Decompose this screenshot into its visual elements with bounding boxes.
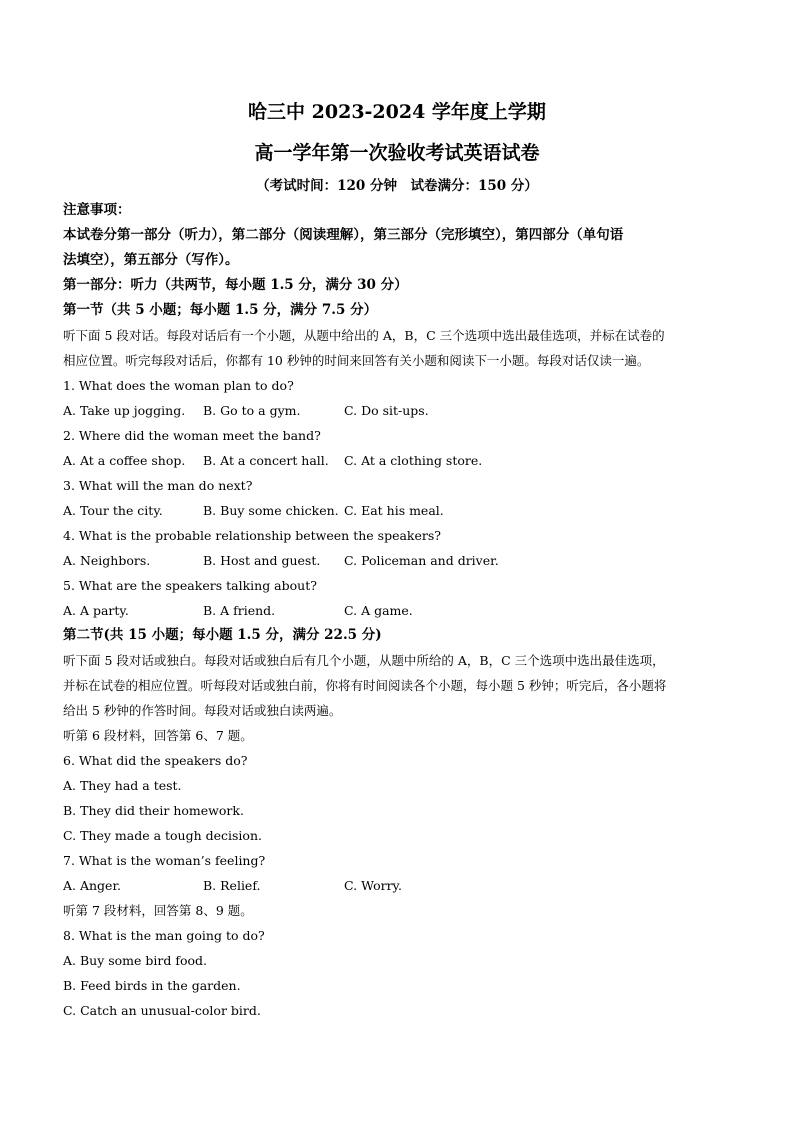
question-stem: 6. What did the speakers do? — [63, 753, 248, 768]
question-options — [63, 448, 735, 473]
question-options — [63, 498, 735, 523]
notes-line: 法填空），第五部分（写作）。 — [63, 252, 239, 268]
material-note: 听第 7 段材料，回答第 8、9 题。 — [63, 903, 253, 918]
question-stem: 1. What does the woman plan to do? — [63, 378, 294, 393]
option-c: C. They made a tough decision. — [63, 828, 262, 843]
option-b: B. A friend. — [203, 603, 276, 618]
option-c: C. Eat his meal. — [344, 503, 444, 518]
question-options — [63, 548, 735, 573]
section1-heading: 第一节（共 5 小题；每小题 1.5 分，满分 7.5 分） — [63, 302, 378, 318]
question-options — [63, 398, 735, 423]
section2-instructions: 给出 5 秒钟的作答时间。每段对话或独白读两遍。 — [63, 703, 342, 718]
option-b: B. Relief. — [203, 878, 261, 893]
notes-heading: 注意事项： — [63, 202, 131, 218]
option-b: B. They did their homework. — [63, 803, 244, 818]
question-options — [63, 598, 735, 623]
option-a: A. Take up jogging. — [63, 403, 186, 418]
material-note: 听第 6 段材料，回答第 6、7 题。 — [63, 728, 253, 743]
option-b: B. Go to a gym. — [203, 403, 301, 418]
question-stem: 8. What is the man going to do? — [63, 928, 265, 943]
option-a: A. They had a test. — [63, 778, 182, 793]
option-a: A. At a coffee shop. — [63, 453, 186, 468]
option-b: B. Buy some chicken. — [203, 503, 339, 518]
option-c: C. Do sit-ups. — [344, 403, 429, 418]
option-c: C. Worry. — [344, 878, 402, 893]
notes-line: 本试卷分第一部分（听力），第二部分（阅读理解），第三部分（完形填空），第四部分（单句语 — [63, 227, 624, 243]
option-a: A. Anger. — [63, 878, 122, 893]
option-a: A. A party. — [63, 603, 129, 618]
question-stem: 3. What will the man do next? — [63, 478, 253, 493]
option-c: C. Catch an unusual-color bird. — [63, 1003, 261, 1018]
option-c: C. Policeman and driver. — [344, 553, 499, 568]
question-stem: 4. What is the probable relationship between the speakers? — [63, 528, 441, 543]
option-c: C. A game. — [344, 603, 413, 618]
option-c: C. At a clothing store. — [344, 453, 483, 468]
question-stem: 5. What are the speakers talking about? — [63, 578, 317, 593]
option-a: A. Buy some bird food. — [63, 953, 208, 968]
exam-content — [63, 198, 735, 1023]
section2-instructions: 并标在试卷的相应位置。听每段对话或独白前，你将有时间阅读各个小题，每小题 5 秒钟；听完后，各小题将 — [63, 678, 667, 693]
section2-instructions: 听下面 5 段对话或独白。每段对话或独白后有几个小题，从题中所给的 A，B，C 三个选项中选出最佳选项， — [63, 653, 665, 668]
question-stem: 2. Where did the woman meet the band? — [63, 428, 321, 443]
question-options — [63, 873, 735, 898]
exam-info: （考试时间：120 分钟 试卷满分：150 分） — [256, 178, 538, 194]
option-b: B. At a concert hall. — [203, 453, 329, 468]
option-a: A. Tour the city. — [63, 503, 163, 518]
option-b: B. Host and guest. — [203, 553, 321, 568]
section1-instructions: 听下面 5 段对话。每段对话后有一个小题，从题中给出的 A，B，C 三个选项中选出最佳选项，并标在试卷的 — [63, 328, 665, 343]
exam-title-line1: 哈三中 2023-2024 学年度上学期 — [248, 101, 546, 123]
exam-title-line2: 高一学年第一次验收考试英语试卷 — [254, 142, 540, 164]
option-b: B. Feed birds in the garden. — [63, 978, 241, 993]
option-a: A. Neighbors. — [63, 553, 151, 568]
part1-heading: 第一部分：听力（共两节，每小题 1.5 分，满分 30 分） — [63, 277, 408, 293]
question-stem: 7. What is the woman’s feeling? — [63, 853, 266, 868]
section2-heading: 第二节(共 15 小题；每小题 1.5 分，满分 22.5 分) — [63, 627, 382, 643]
section1-instructions: 相应位置。听完每段对话后，你都有 10 秒钟的时间来回答有关小题和阅读下一小题。每段对话仅读一遍。 — [63, 353, 650, 368]
